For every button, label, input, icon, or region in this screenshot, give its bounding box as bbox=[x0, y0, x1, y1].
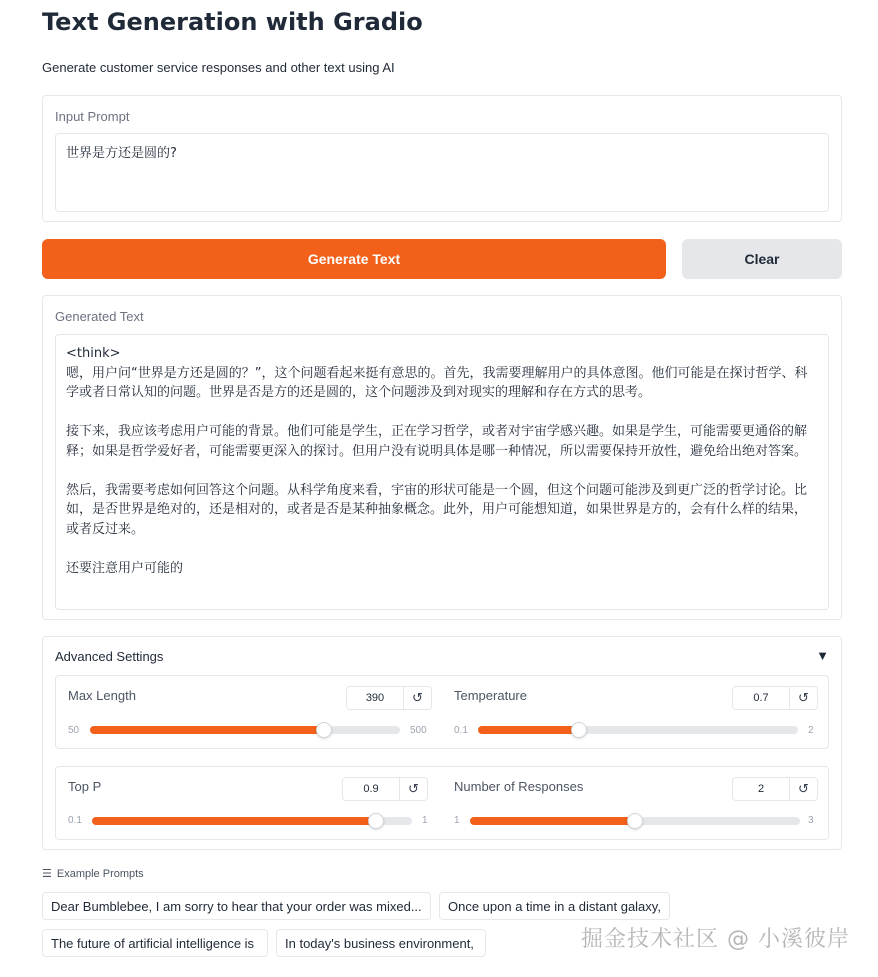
temperature-min: 0.1 bbox=[454, 725, 468, 736]
max-length-slider[interactable] bbox=[90, 726, 400, 734]
temperature-slider[interactable] bbox=[478, 726, 798, 734]
top-p-label: Top P bbox=[68, 779, 102, 794]
num-responses-slider-fill bbox=[470, 817, 635, 825]
max-length-slider-fill bbox=[90, 726, 324, 734]
max-length-input[interactable]: 390 bbox=[346, 686, 404, 710]
input-prompt-panel bbox=[42, 95, 842, 222]
page-title: Text Generation with Gradio bbox=[42, 8, 423, 36]
example-prompts-header bbox=[42, 867, 144, 880]
generate-text-button[interactable]: Generate Text bbox=[42, 239, 666, 279]
page-subtitle: Generate customer service responses and other text using AI bbox=[42, 60, 395, 75]
slider-row-1 bbox=[55, 675, 829, 749]
example-chip-1[interactable]: Dear Bumblebee, I am sorry to hear that your order was mixed... bbox=[42, 892, 431, 920]
watermark-text: 掘金技术社区 @ 小溪彼岸 bbox=[581, 927, 850, 952]
input-prompt-textarea[interactable]: 世界是方还是圆的? bbox=[55, 133, 829, 212]
temperature-max: 2 bbox=[808, 725, 814, 736]
num-responses-slider-thumb[interactable] bbox=[627, 813, 643, 829]
top-p-reset-icon[interactable]: ↺ bbox=[400, 777, 428, 801]
advanced-settings-panel bbox=[42, 636, 842, 850]
top-p-slider[interactable] bbox=[92, 817, 412, 825]
top-p-input[interactable]: 0.9 bbox=[342, 777, 400, 801]
max-length-label: Max Length bbox=[68, 688, 136, 703]
num-responses-slider[interactable] bbox=[470, 817, 800, 825]
num-responses-label: Number of Responses bbox=[454, 779, 584, 794]
num-responses-input[interactable]: 2 bbox=[732, 777, 790, 801]
top-p-slider-thumb[interactable] bbox=[368, 813, 384, 829]
temperature-input[interactable]: 0.7 bbox=[732, 686, 790, 710]
temperature-label: Temperature bbox=[454, 688, 527, 703]
example-chip-3[interactable]: The future of artificial intelligence is bbox=[42, 929, 268, 957]
top-p-min: 0.1 bbox=[68, 815, 82, 826]
max-length-reset-icon[interactable]: ↺ bbox=[404, 686, 432, 710]
list-icon: ☰ bbox=[42, 868, 52, 880]
max-length-min: 50 bbox=[68, 725, 80, 736]
temperature-slider-thumb[interactable] bbox=[571, 722, 587, 738]
slider-row-2 bbox=[55, 766, 829, 840]
num-responses-reset-icon[interactable]: ↺ bbox=[790, 777, 818, 801]
collapse-triangle-icon[interactable]: ▼ bbox=[816, 648, 829, 663]
max-length-max: 500 bbox=[410, 725, 427, 736]
generated-text-output[interactable]: <think> 嗯，用户问“世界是方还是圆的？”，这个问题看起来挺有意思的。首先，我需要理解用户的具体意图。他们可能是在探讨哲学、科学或者日常认知的问题。世界是否是方的还是圆的，这个问题涉及到对现实的理解和存在方式的思考。 接下来，我应该考虑用户可能的背景。他们可能是学生，正在学习哲学，或者对宇宙学感兴趣。如果是学生，可能需要更通俗的解释；如果是哲学爱好者，可能需要更深入的探讨。但用户没有说明具体是哪一种情况，所以需要保持开放性，避免给出绝对答案。 然后，我需要考虑如何回答这个问题。从科学角度来看，宇宙的形状可能是一个圆，但这个问题可能涉及到更广泛的哲学讨论。比如，是否世界是绝对的，还是相对的，或者是否是某种抽象概念。此外，用户可能想知道，如果世界是方的，会有什么样的结果，或者反过来。 还要注意用户可能的 bbox=[55, 334, 829, 610]
generated-text-panel bbox=[42, 295, 842, 620]
example-chip-4[interactable]: In today's business environment, bbox=[276, 929, 486, 957]
top-p-max: 1 bbox=[422, 815, 428, 826]
temperature-reset-icon[interactable]: ↺ bbox=[790, 686, 818, 710]
top-p-slider-fill bbox=[92, 817, 376, 825]
example-prompts-label: Example Prompts bbox=[56, 867, 144, 880]
num-responses-max: 3 bbox=[808, 815, 814, 826]
num-responses-min: 1 bbox=[454, 815, 460, 826]
advanced-settings-label[interactable]: Advanced Settings bbox=[55, 649, 164, 664]
generated-text-label: Generated Text bbox=[55, 309, 144, 324]
temperature-slider-fill bbox=[478, 726, 579, 734]
example-chip-2[interactable]: Once upon a time in a distant galaxy, bbox=[439, 892, 670, 920]
max-length-slider-thumb[interactable] bbox=[316, 722, 332, 738]
clear-button[interactable]: Clear bbox=[682, 239, 842, 279]
input-prompt-label: Input Prompt bbox=[55, 109, 130, 124]
